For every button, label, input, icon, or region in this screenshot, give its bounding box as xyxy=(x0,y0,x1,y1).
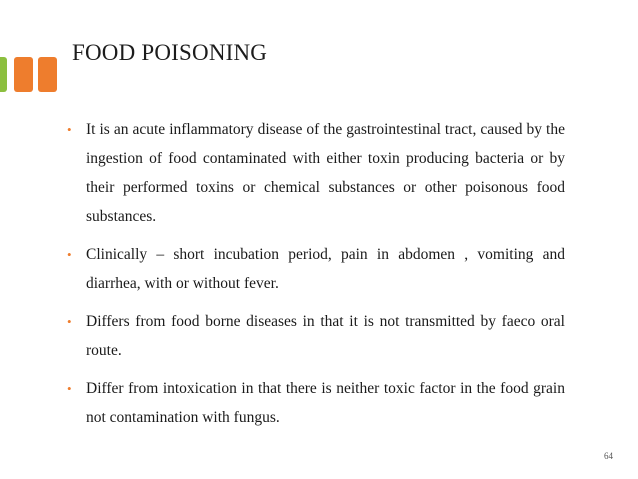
bullet-item xyxy=(67,307,565,365)
bullet-marker: • xyxy=(67,122,72,137)
bullet-marker: • xyxy=(67,314,72,329)
page-number: 64 xyxy=(604,451,613,461)
bullet-list xyxy=(67,115,565,441)
decorative-bar-orange xyxy=(14,57,33,92)
bullet-marker: • xyxy=(67,247,72,262)
decorative-bar-orange xyxy=(38,57,57,92)
decorative-bar-green xyxy=(0,57,7,92)
bullet-item xyxy=(67,115,565,231)
bullet-text: Differs from food borne diseases in that it is not transmitted by faeco oral route. xyxy=(86,313,565,359)
bullet-text: Clinically – short incubation period, pain in abdomen , vomiting and diarrhea, with or without fever. xyxy=(86,246,565,292)
bullet-item xyxy=(67,374,565,432)
bullet-text: It is an acute inflammatory disease of the gastrointestinal tract, caused by the ingestion of food contaminated with either toxin producing bacteria or by their performed toxins or chemical substances or other poisonous food substances. xyxy=(86,121,565,225)
bullet-item xyxy=(67,240,565,298)
slide-title: FOOD POISONING xyxy=(72,40,268,65)
bullet-text: Differ from intoxication in that there is neither toxic factor in the food grain not contamination with fungus. xyxy=(86,380,565,426)
bullet-marker: • xyxy=(67,381,72,396)
